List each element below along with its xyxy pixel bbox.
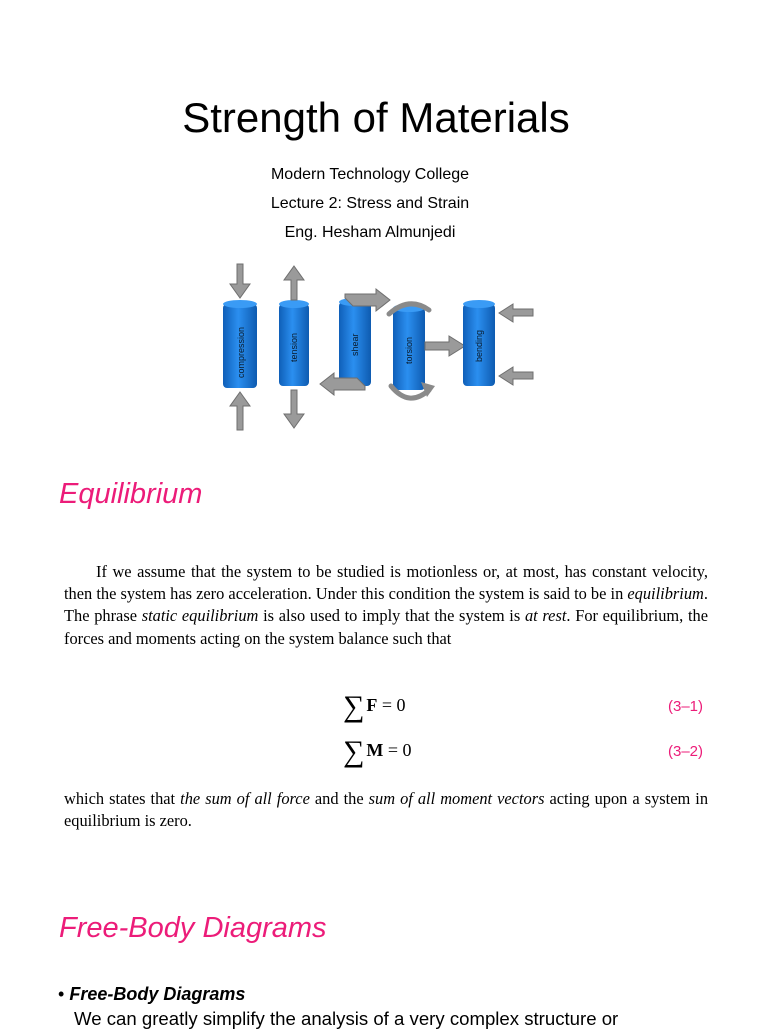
paragraph-text: and the xyxy=(309,789,369,808)
equation-rhs: = 0 xyxy=(383,740,412,760)
emphasis-text: sum of all moment vectors xyxy=(368,789,545,808)
bullet-item xyxy=(58,984,245,1005)
arrow-up-icon xyxy=(284,266,304,300)
cylinder-label-compression: compression xyxy=(236,326,246,378)
compression-cylinder xyxy=(223,300,257,388)
equation-variable: M xyxy=(366,740,384,760)
arrow-right-icon xyxy=(425,336,465,356)
arrow-up-icon xyxy=(230,392,250,430)
torsion-cylinder xyxy=(393,304,425,390)
paragraph-text: . For equilibrium, the forces and moments acting on the system balance such that xyxy=(64,606,708,648)
emphasis-text: static equilibrium xyxy=(141,606,259,626)
equilibrium-paragraph xyxy=(64,561,708,650)
bullet-title: Free-Body Diagrams xyxy=(69,984,246,1004)
summation-symbol: ∑ xyxy=(343,690,365,723)
cylinder-label-tension: tension xyxy=(289,332,299,362)
college-name: Modern Technology College xyxy=(270,166,470,183)
bending-cylinder xyxy=(463,300,495,386)
equation-number: (3–1) xyxy=(668,698,704,715)
emphasis-text: equilibrium xyxy=(627,584,704,604)
paragraph-text: acting upon a system in equilibrium is zero. xyxy=(64,789,709,831)
equilibrium-conclusion-paragraph xyxy=(64,788,708,832)
equation-variable: F xyxy=(366,695,378,715)
free-body-heading: Free-Body Diagrams xyxy=(59,912,327,944)
paragraph-text: is also used to imply that the system is xyxy=(258,606,525,626)
lecture-title: Lecture 2: Stress and Strain xyxy=(270,195,470,212)
paragraph-text: . The phrase xyxy=(64,584,708,626)
emphasis-text: the sum of all force xyxy=(180,789,310,808)
bullet-body-text: We can greatly simplify the analysis of a very complex structure or xyxy=(74,1008,619,1029)
cylinder-label-bending: bending xyxy=(474,329,484,362)
cylinder-label-torsion: torsion xyxy=(404,336,414,364)
equation-moment-sum xyxy=(0,735,768,769)
equation-force-sum xyxy=(0,690,768,724)
equilibrium-heading: Equilibrium xyxy=(59,478,203,510)
page-title: Strength of Materials xyxy=(182,94,570,141)
summation-symbol: ∑ xyxy=(343,735,365,768)
paragraph-text: which states that xyxy=(64,789,181,808)
bullet-marker: • xyxy=(58,984,65,1004)
emphasis-text: at rest xyxy=(524,606,567,626)
stress-types-figure xyxy=(215,258,545,436)
arrow-left-icon xyxy=(499,367,533,385)
tension-cylinder xyxy=(279,300,309,386)
cylinder-label-shear: shear xyxy=(350,333,360,356)
arrow-down-icon xyxy=(284,390,304,428)
equation-rhs: = 0 xyxy=(377,695,406,715)
arrow-down-icon xyxy=(230,264,250,298)
paragraph-text: If we assume that the system to be studied is motionless or, at most, has constant velocity, then the system has zero acceleration. Under this condition the system is said to be in xyxy=(64,562,708,604)
shear-cylinder xyxy=(339,298,371,386)
equation-number: (3–2) xyxy=(668,743,704,760)
author-name: Eng. Hesham Almunjedi xyxy=(284,224,456,241)
arrow-left-icon xyxy=(499,304,533,322)
